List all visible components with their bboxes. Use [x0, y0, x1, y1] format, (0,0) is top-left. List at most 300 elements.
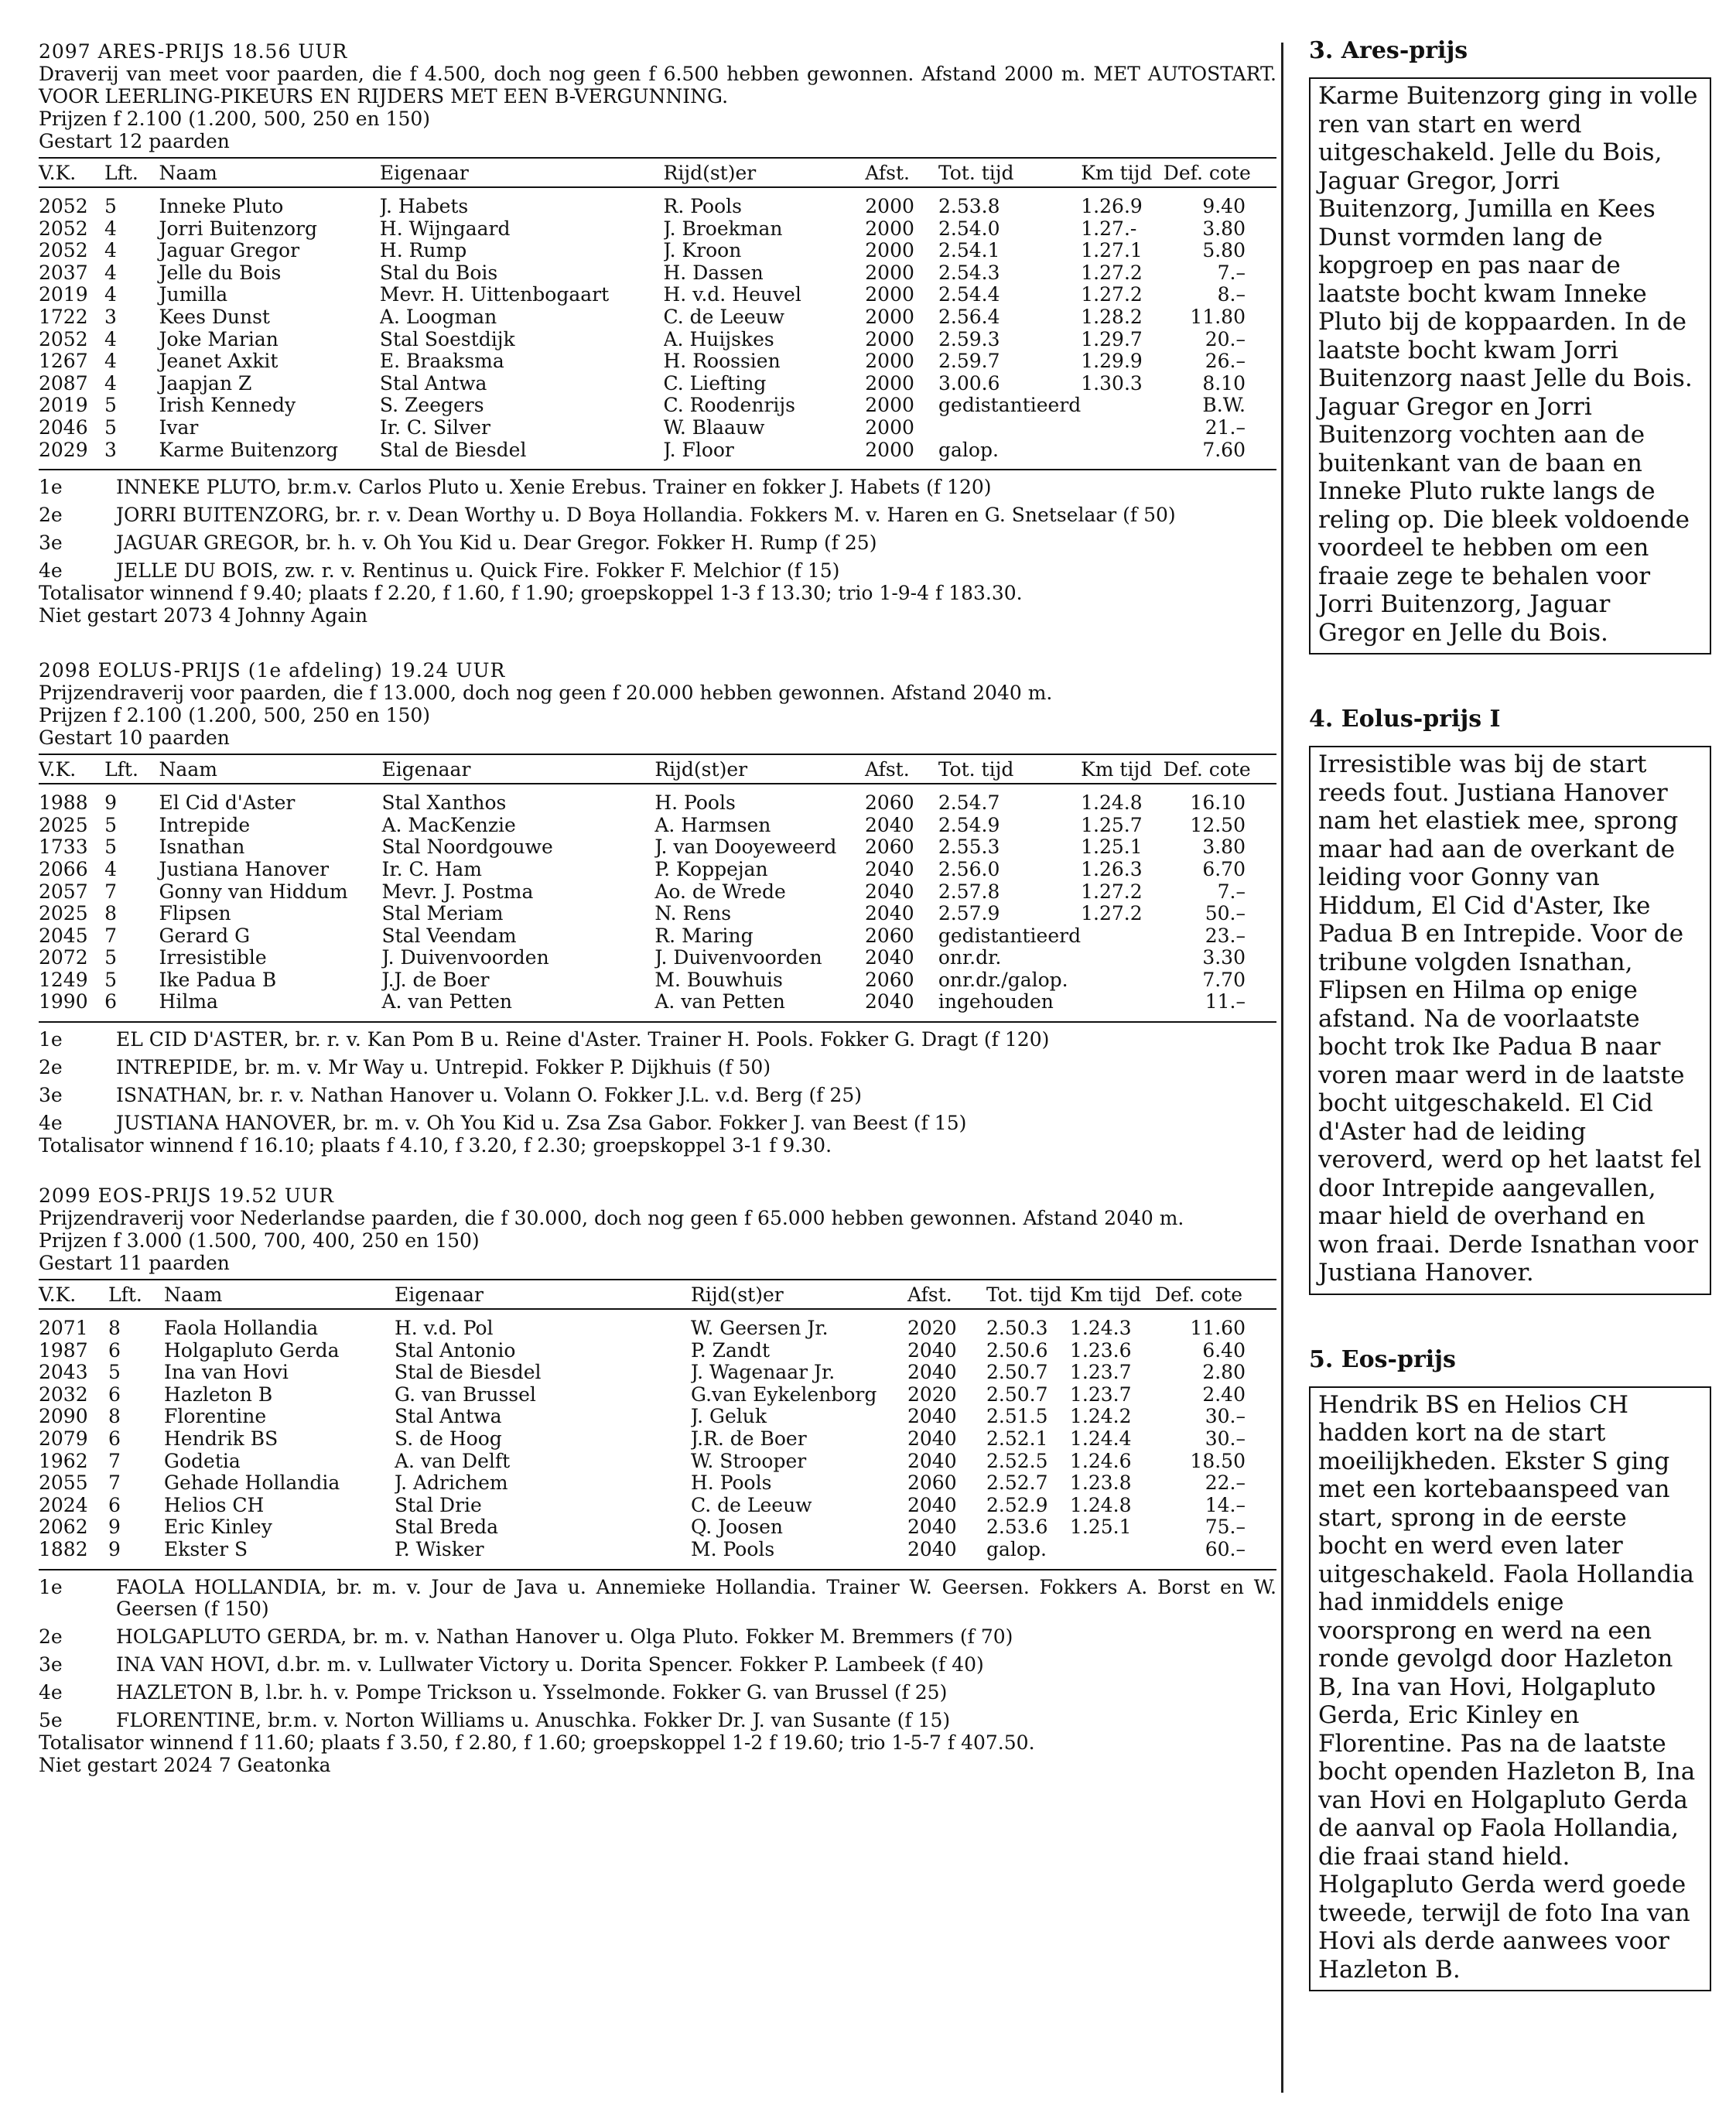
cell-km-tijd: 1.29.9 — [1081, 350, 1143, 373]
cell-naam: Eric Kinley — [164, 1516, 272, 1539]
cell-vk: 2052 — [39, 195, 88, 217]
col-rijder: Rijd(st)er — [664, 158, 866, 187]
cell-rijder: H. v.d. Heuvel — [663, 284, 801, 306]
placing-text: ISNATHAN, br. r. v. Nathan Hanover u. Volann O. Fokker J.L. v.d. Berg (f 25) — [116, 1084, 862, 1107]
placings — [39, 477, 1276, 582]
not-started: Niet gestart 2073 4 Johnny Again — [39, 604, 368, 627]
cell-vk: 2043 — [39, 1362, 88, 1384]
cell-eigenaar: H. Rump — [379, 240, 467, 262]
cell-eigenaar: Mevr. H. Uittenbogaart — [379, 284, 610, 306]
cell-afst: 2000 — [865, 350, 914, 373]
cell-tot-tijd: 2.54.9 — [938, 814, 1000, 836]
race-started: Gestart 12 paarden — [39, 130, 230, 152]
placing-text: FAOLA HOLLANDIA, br. m. v. Jour de Java u. Annemieke Hollandia. Trainer W. Geersen. Fokkers A. Borst en W. Geersen (f 150) — [116, 1575, 1276, 1620]
cell-km-tijd: 1.28.2 — [1081, 306, 1143, 328]
cell-rijder: W. Blaauw — [663, 416, 765, 439]
race-conditions: Prijzendraverij voor paarden, die f 13.000, doch nog geen f 20.000 hebben gewonnen. Afstand 2040 m. — [39, 682, 1053, 705]
cell-lft: 4 — [104, 858, 117, 880]
cell-def-cote: 7.– — [1217, 880, 1246, 903]
cell-rijder: Q. Joosen — [691, 1516, 783, 1539]
cell-afst: 2040 — [864, 880, 914, 903]
table-row — [39, 1340, 1276, 1362]
cell-tot-tijd: 2.54.4 — [938, 284, 1000, 306]
cell-km-tijd — [1081, 991, 1154, 1022]
col-eigenaar: Eigenaar — [395, 1280, 691, 1309]
cell-km-tijd: 1.24.6 — [1070, 1450, 1132, 1472]
cell-afst: 2000 — [865, 217, 914, 240]
cell-lft: 8 — [104, 903, 117, 925]
cell-def-cote: 26.– — [1205, 350, 1246, 373]
cell-vk: 1987 — [39, 1339, 88, 1362]
cell-km-tijd: 1.24.4 — [1070, 1428, 1132, 1451]
cell-afst: 2060 — [864, 836, 914, 859]
cell-def-cote: 5.80 — [1202, 240, 1246, 262]
placing-item — [39, 1654, 1276, 1676]
cell-vk: 2052 — [39, 217, 88, 240]
col-naam: Naam — [149, 1280, 395, 1309]
cell-eigenaar: J. Duivenvoorden — [381, 947, 549, 969]
cell-eigenaar: J.J. de Boer — [381, 969, 490, 991]
cell-lft: 4 — [104, 261, 117, 284]
cell-lft: 4 — [104, 372, 117, 395]
race-eos — [39, 1184, 1276, 1776]
cell-lft: 7 — [108, 1450, 121, 1472]
cell-lft: 9 — [108, 1539, 149, 1570]
cell-vk: 2052 — [39, 328, 88, 350]
cell-rijder: J.R. de Boer — [691, 1428, 807, 1451]
placing-text: INTREPIDE, br. m. v. Mr Way u. Untrepid. Fokker P. Dijkhuis (f 50) — [116, 1056, 771, 1079]
cell-lft: 5 — [104, 947, 117, 969]
cell-rijder: J. Wagenaar Jr. — [691, 1362, 836, 1384]
cell-naam: Karme Buitenzorg — [143, 439, 379, 470]
cell-km-tijd: 1.24.3 — [1070, 1317, 1132, 1340]
placing-position: 4e — [39, 1112, 63, 1135]
cell-vk: 2032 — [39, 1383, 88, 1406]
col-vk: V.K. — [39, 158, 104, 187]
table-row — [39, 903, 1276, 925]
cell-tot-tijd: 2.54.0 — [938, 217, 1000, 240]
placing-item — [39, 477, 1276, 498]
table-row — [39, 1539, 1276, 1570]
cell-km-tijd — [1081, 969, 1154, 992]
report-text: Hendrik BS en Helios CH hadden kort na de start moeilijkheden. Ekster S ging met een kortebaanspeed van start, sprong in de eerste bocht en werd even later uitgeschakeld. Faola Hollandia had inmiddels enige voorsprong en werd na een ronde gevolgd door Hazleton B, Ina van Hovi, Holgapluto Gerda, Eric Kinley en Florentine. Pas na de laatste bocht openden Hazleton B, Ina van Hovi en Holgapluto Gerda de aanval op Faola Hollandia, die fraai stand hield. Holgapluto Gerda werd goede tweede, terwijl de foto Ina van Hovi als derde aanwees voor Hazleton B. — [1309, 1386, 1711, 1992]
placing-position: 4e — [39, 559, 63, 583]
cell-afst: 2000 — [865, 395, 914, 417]
cell-def-cote: 30.– — [1205, 1406, 1246, 1428]
cell-eigenaar: Ir. C. Ham — [381, 858, 483, 880]
totalisator: Totalisator winnend f 9.40; plaats f 2.20, f 1.60, f 1.90; groepskoppel 1-3 f 13.30; trio 1-9-4 f 183.30. — [39, 582, 1023, 605]
cell-rijder: N. Rens — [654, 903, 732, 925]
cell-naam: Jumilla — [159, 284, 228, 306]
cell-lft: 4 — [104, 350, 117, 373]
placing-text: INA VAN HOVI, d.br. m. v. Lullwater Victory u. Dorita Spencer. Fokker P. Lambeek (f 40) — [116, 1652, 984, 1676]
cell-eigenaar: Stal Xanthos — [381, 791, 507, 815]
cell-def-cote: 11.– — [1154, 991, 1276, 1022]
col-def-cote: Def. cote — [1154, 158, 1276, 187]
col-vk: V.K. — [39, 754, 104, 784]
cell-def-cote: 9.40 — [1202, 195, 1246, 217]
cell-naam: Gerard G — [159, 924, 251, 947]
cell-lft: 6 — [108, 1383, 121, 1406]
col-km-tijd: Km tijd — [1081, 158, 1154, 187]
placing-text: JELLE DU BOIS, zw. r. v. Rentinus u. Quick Fire. Fokker F. Melchior (f 15) — [116, 559, 840, 583]
cell-rijder: J. Geluk — [691, 1406, 767, 1428]
cell-naam: Gonny van Hiddum — [159, 880, 348, 903]
col-rijder: Rijd(st)er — [654, 754, 865, 784]
col-eigenaar: Eigenaar — [380, 158, 664, 187]
cell-afst: 2000 — [865, 195, 914, 217]
cell-vk: 1722 — [39, 306, 88, 328]
cell-afst: 2060 — [864, 969, 914, 991]
cell-rijder: M. Bouwhuis — [654, 969, 783, 991]
cell-lft: 6 — [108, 1339, 121, 1362]
cell-rijder: W. Geersen Jr. — [691, 1317, 829, 1340]
cell-tot-tijd: 2.52.9 — [986, 1494, 1048, 1516]
cell-vk: 2052 — [39, 240, 88, 262]
cell-eigenaar: Stal Antwa — [379, 372, 487, 395]
table-row — [39, 925, 1276, 948]
cell-tot-tijd: galop. — [938, 439, 1081, 470]
cell-tot-tijd: 2.54.7 — [938, 791, 1000, 815]
cell-tot-tijd — [938, 417, 1081, 439]
cell-tot-tijd: 2.54.1 — [938, 240, 1000, 262]
cell-naam: Flipsen — [159, 903, 231, 925]
cell-tot-tijd: 2.54.3 — [938, 261, 1000, 284]
placing-item — [39, 1626, 1276, 1648]
cell-tot-tijd: 2.55.3 — [938, 836, 1000, 859]
table-header — [39, 1280, 1276, 1309]
col-vk: V.K. — [39, 1280, 108, 1309]
cell-km-tijd — [1081, 417, 1154, 439]
table-row — [39, 218, 1276, 241]
cell-vk: 2062 — [39, 1516, 88, 1539]
cell-vk: 1988 — [39, 791, 88, 815]
cell-tot-tijd: 2.52.7 — [986, 1472, 1048, 1495]
cell-naam: Justiana Hanover — [159, 858, 330, 880]
cell-lft: 7 — [108, 1472, 121, 1495]
placing-position: 3e — [39, 1084, 63, 1107]
cell-tot-tijd: 2.53.6 — [986, 1516, 1048, 1539]
cell-lft: 6 — [108, 1494, 121, 1516]
cell-tot-tijd: 2.53.8 — [938, 195, 1000, 217]
table-row — [39, 1495, 1276, 1517]
cell-def-cote: 11.60 — [1190, 1317, 1246, 1340]
cell-tot-tijd: 3.00.6 — [938, 372, 1000, 395]
cell-eigenaar: Mevr. J. Postma — [381, 880, 534, 903]
cell-rijder: R. Maring — [654, 924, 754, 947]
cell-rijder: J. van Dooyeweerd — [654, 836, 837, 859]
cell-rijder: A. van Petten — [654, 991, 865, 1022]
col-km-tijd: Km tijd — [1070, 1280, 1146, 1309]
cell-afst: 2040 — [907, 1362, 957, 1384]
cell-vk: 1882 — [39, 1539, 108, 1570]
cell-rijder: Ao. de Wrede — [654, 880, 786, 903]
table-header — [39, 158, 1276, 187]
cell-afst: 2040 — [864, 947, 914, 969]
cell-tot-tijd: 2.57.9 — [938, 903, 1000, 925]
cell-vk: 2024 — [39, 1494, 88, 1516]
cell-vk: 2019 — [39, 395, 88, 417]
table-row — [39, 417, 1276, 439]
cell-tot-tijd: onr.dr. — [938, 947, 1002, 969]
placing-item — [39, 1085, 1276, 1106]
table-row — [39, 1451, 1276, 1473]
cell-eigenaar: Stal Antonio — [395, 1339, 516, 1362]
cell-tot-tijd: 2.57.8 — [938, 880, 1000, 903]
table-row — [39, 859, 1276, 881]
cell-vk: 2055 — [39, 1472, 88, 1495]
cell-km-tijd: 1.25.1 — [1081, 836, 1143, 859]
placing-position: 1e — [39, 1028, 63, 1051]
table-row — [39, 947, 1276, 969]
placing-text: HOLGAPLUTO GERDA, br. m. v. Nathan Hanover u. Olga Pluto. Fokker M. Bremmers (f 70) — [116, 1625, 1013, 1648]
cell-afst: 2000 — [865, 306, 914, 328]
report-title: 3. Ares-prijs — [1309, 37, 1468, 64]
cell-eigenaar: E. Braaksma — [379, 350, 504, 373]
cell-naam: Faola Hollandia — [164, 1317, 319, 1340]
cell-def-cote: 2.80 — [1202, 1362, 1246, 1384]
cell-vk: 2046 — [39, 416, 88, 439]
cell-lft: 9 — [104, 791, 117, 815]
cell-km-tijd — [1081, 925, 1154, 948]
cell-afst: 2020 — [907, 1317, 957, 1340]
cell-afst: 2060 — [864, 791, 914, 815]
placing-position: 5e — [39, 1708, 63, 1731]
table-row — [39, 350, 1276, 373]
not-started: Niet gestart 2024 7 Geatonka — [39, 1753, 331, 1776]
cell-def-cote: 2.40 — [1202, 1383, 1246, 1406]
placing-position: 2e — [39, 1625, 63, 1648]
table-row — [39, 969, 1276, 992]
col-lft: Lft. — [104, 158, 143, 187]
col-lft: Lft. — [108, 1280, 149, 1309]
cell-afst: 2000 — [865, 439, 938, 470]
cell-afst: 2000 — [865, 284, 914, 306]
cell-lft: 6 — [108, 1428, 121, 1451]
report-text: Karme Buitenzorg ging in volle ren van start en werd uitgeschakeld. Jelle du Bois, Jaguar Gregor, Jorri Buitenzorg, Jumilla en Kees Dunst vormden lang de kopgroep en pas naar de laatste bocht kwam Inneke Pluto bij de koppaarden. In de laatste bocht kwam Jorri Buitenzorg naast Jelle du Bois. Jaguar Gregor en Jorri Buitenzorg vochten aan de buitenkant van de baan en Inneke Pluto rukte langs de reling op. Die bleek voldoende voordeel te hebben om een fraaie zege te behalen voor Jorri Buitenzorg, Jaguar Gregor en Jelle du Bois. — [1309, 77, 1711, 654]
cell-afst: 2060 — [864, 924, 914, 947]
col-tot-tijd: Tot. tijd — [986, 1280, 1070, 1309]
cell-tot-tijd: ingehouden — [938, 991, 1081, 1022]
cell-km-tijd: 1.23.8 — [1070, 1472, 1132, 1495]
cell-naam: Hazleton B — [164, 1383, 273, 1406]
totalisator: Totalisator winnend f 11.60; plaats f 3.50, f 2.80, f 1.60; groepskoppel 1-2 f 19.60; trio 1-5-7 f 407.50. — [39, 1731, 1035, 1754]
cell-km-tijd: 1.27.2 — [1081, 261, 1143, 284]
cell-lft: 6 — [104, 991, 143, 1022]
col-naam: Naam — [143, 158, 379, 187]
cell-afst: 2060 — [907, 1472, 957, 1495]
cell-afst: 2040 — [907, 1428, 957, 1451]
cell-vk: 2037 — [39, 261, 88, 284]
table-row — [39, 1406, 1276, 1428]
cell-lft: 8 — [108, 1406, 121, 1428]
cell-eigenaar: Stal Veendam — [381, 924, 517, 947]
race-heading: 2097 ARES-PRIJS 18.56 UUR — [39, 40, 348, 63]
cell-tot-tijd: 2.56.4 — [938, 306, 1000, 328]
placing-position: 3e — [39, 1652, 63, 1676]
cell-km-tijd: 1.30.3 — [1081, 372, 1143, 395]
cell-vk: 2079 — [39, 1428, 88, 1451]
cell-rijder: C. de Leeuw — [663, 306, 785, 328]
cell-lft: 5 — [104, 416, 117, 439]
cell-rijder: H. Pools — [654, 791, 736, 815]
cell-tot-tijd: galop. — [986, 1539, 1070, 1570]
report-eos — [1309, 1346, 1711, 1992]
cell-lft: 7 — [104, 924, 117, 947]
cell-km-tijd — [1081, 395, 1154, 417]
cell-km-tijd — [1081, 947, 1154, 969]
placing-item — [39, 1029, 1276, 1051]
table-row — [39, 1309, 1276, 1340]
cell-vk: 1990 — [39, 991, 104, 1022]
col-afst: Afst. — [865, 754, 938, 784]
placing-item — [39, 532, 1276, 554]
cell-eigenaar: A. MacKenzie — [381, 814, 516, 836]
table-header — [39, 754, 1276, 784]
table-row — [39, 187, 1276, 218]
cell-eigenaar: Stal du Bois — [379, 261, 498, 284]
cell-vk: 2057 — [39, 880, 88, 903]
race-started: Gestart 10 paarden — [39, 726, 230, 750]
cell-naam: Florentine — [164, 1406, 267, 1428]
cell-naam: Intrepide — [159, 814, 251, 836]
table-row — [39, 881, 1276, 904]
cell-naam: Joke Marian — [159, 328, 279, 350]
report-title: 4. Eolus-prijs I — [1309, 706, 1501, 733]
cell-afst: 2040 — [864, 858, 914, 880]
table-row — [39, 991, 1276, 1022]
cell-rijder: M. Pools — [691, 1539, 907, 1570]
cell-rijder: P. Zandt — [691, 1339, 771, 1362]
race-ares — [39, 40, 1276, 627]
cell-eigenaar: J. Adrichem — [395, 1472, 508, 1495]
cell-lft: 3 — [104, 439, 143, 470]
cell-eigenaar: Stal de Biesdel — [380, 439, 664, 470]
cell-naam: Ike Padua B — [159, 969, 277, 991]
cell-rijder: H. Pools — [691, 1472, 772, 1495]
cell-rijder: C. Liefting — [663, 372, 767, 395]
col-afst: Afst. — [907, 1280, 986, 1309]
cell-def-cote: 7.– — [1217, 261, 1246, 284]
cell-eigenaar: Stal de Biesdel — [395, 1362, 542, 1384]
cell-km-tijd: 1.23.6 — [1070, 1339, 1132, 1362]
cell-vk: 1267 — [39, 350, 88, 373]
cell-def-cote: 7.70 — [1202, 969, 1246, 991]
placing-item — [39, 504, 1276, 526]
results-table — [39, 754, 1276, 1023]
cell-rijder: C. Roodenrijs — [663, 395, 795, 417]
cell-tot-tijd: 2.51.5 — [986, 1406, 1048, 1428]
cell-eigenaar: H. v.d. Pol — [395, 1317, 494, 1340]
cell-def-cote: 11.80 — [1190, 306, 1246, 328]
placing-item — [39, 560, 1276, 582]
cell-km-tijd — [1070, 1539, 1146, 1570]
cell-km-tijd: 1.23.7 — [1070, 1383, 1132, 1406]
cell-rijder: W. Strooper — [691, 1450, 807, 1472]
placing-position: 2e — [39, 504, 63, 527]
results-table — [39, 157, 1276, 470]
cell-tot-tijd: 2.59.7 — [938, 350, 1000, 373]
report-text: Irresistible was bij de start reeds fout. Justiana Hanover nam het elastiek mee, sprong maar had aan de overkant de leiding voor Gonny van Hiddum, El Cid d'Aster, Ike Padua B en Intrepide. Voor de tribune volgden Isnathan, Flipsen en Hilma op enige afstand. Na de voorlaatste bocht trok Ike Padua B naar voren maar werd in de laatste bocht uitgeschakeld. El Cid d'Aster had de leiding veroverd, werd op het laatst fel door Intrepide aangevallen, maar hield de overhand en won fraai. Derde Isnathan voor Justiana Hanover. — [1309, 746, 1711, 1295]
cell-eigenaar: J. Habets — [379, 195, 469, 217]
col-tot-tijd: Tot. tijd — [938, 158, 1081, 187]
cell-vk: 2090 — [39, 1406, 88, 1428]
cell-def-cote: 75.– — [1205, 1516, 1246, 1539]
table-row — [39, 284, 1276, 306]
race-results-column — [39, 40, 1276, 1776]
col-tot-tijd: Tot. tijd — [938, 754, 1081, 784]
cell-naam: El Cid d'Aster — [159, 791, 296, 815]
table-row — [39, 1428, 1276, 1451]
cell-def-cote: 30.– — [1205, 1428, 1246, 1451]
cell-vk: 2029 — [39, 439, 104, 470]
cell-def-cote: 6.70 — [1202, 858, 1246, 880]
race-prizes: Prijzen f 2.100 (1.200, 500, 250 en 150) — [39, 108, 431, 130]
cell-afst: 2040 — [907, 1450, 957, 1472]
placing-item — [39, 1682, 1276, 1704]
cell-rijder: P. Koppejan — [654, 858, 768, 880]
col-lft: Lft. — [104, 754, 143, 784]
cell-afst: 2000 — [865, 372, 914, 395]
cell-km-tijd: 1.23.7 — [1070, 1362, 1132, 1384]
report-title: 5. Eos-prijs — [1309, 1345, 1456, 1373]
race-started: Gestart 11 paarden — [39, 1252, 230, 1275]
col-def-cote: Def. cote — [1154, 754, 1276, 784]
placing-text: JORRI BUITENZORG, br. r. v. Dean Worthy u. D Boya Hollandia. Fokkers M. v. Haren en G. Snetselaar (f 50) — [116, 504, 1176, 527]
race-eolus — [39, 659, 1276, 1157]
cell-lft: 5 — [104, 836, 117, 859]
cell-rijder: H. Roossien — [663, 350, 781, 373]
table-row — [39, 395, 1276, 417]
cell-def-cote: 3.80 — [1202, 217, 1246, 240]
table-row — [39, 836, 1276, 859]
cell-km-tijd: 1.24.8 — [1070, 1494, 1132, 1516]
cell-tot-tijd: 2.50.6 — [986, 1339, 1048, 1362]
cell-def-cote: 8.10 — [1202, 372, 1246, 395]
cell-lft: 5 — [104, 814, 117, 836]
table-row — [39, 240, 1276, 262]
cell-vk: 2071 — [39, 1317, 88, 1340]
cell-tot-tijd: 2.52.5 — [986, 1450, 1048, 1472]
cell-def-cote: 8.– — [1217, 284, 1246, 306]
placing-text: EL CID D'ASTER, br. r. v. Kan Pom B u. Reine d'Aster. Trainer H. Pools. Fokker G. Dragt (f 120) — [116, 1028, 1050, 1051]
cell-naam: Ivar — [159, 416, 199, 439]
cell-tot-tijd: 2.50.3 — [986, 1317, 1048, 1340]
cell-naam: Jorri Buitenzorg — [159, 217, 317, 240]
table-row — [39, 1384, 1276, 1406]
cell-lft: 3 — [104, 306, 117, 328]
cell-km-tijd: 1.24.8 — [1081, 791, 1143, 815]
cell-km-tijd: 1.25.1 — [1070, 1516, 1132, 1539]
placing-text: HAZLETON B, l.br. h. v. Pompe Trickson u. Ysselmonde. Fokker G. van Brussel (f 25) — [116, 1680, 948, 1704]
cell-naam: Jelle du Bois — [159, 261, 282, 284]
cell-def-cote: 7.60 — [1154, 439, 1276, 470]
cell-tot-tijd: 2.50.7 — [986, 1362, 1048, 1384]
cell-tot-tijd: gedistantieerd — [938, 395, 1082, 417]
cell-rijder: R. Pools — [663, 195, 742, 217]
race-heading: 2099 EOS-PRIJS 19.52 UUR — [39, 1184, 334, 1208]
cell-lft: 9 — [108, 1516, 121, 1539]
cell-afst: 2040 — [907, 1406, 957, 1428]
cell-vk: 2087 — [39, 372, 88, 395]
cell-rijder: G.van Eykelenborg — [691, 1383, 877, 1406]
placing-item — [39, 1112, 1276, 1134]
cell-naam: Jeanet Axkit — [159, 350, 279, 373]
cell-def-cote: 16.10 — [1190, 791, 1246, 815]
cell-def-cote: 3.30 — [1202, 947, 1246, 969]
cell-km-tijd: 1.24.2 — [1070, 1406, 1132, 1428]
cell-vk: 2019 — [39, 284, 88, 306]
